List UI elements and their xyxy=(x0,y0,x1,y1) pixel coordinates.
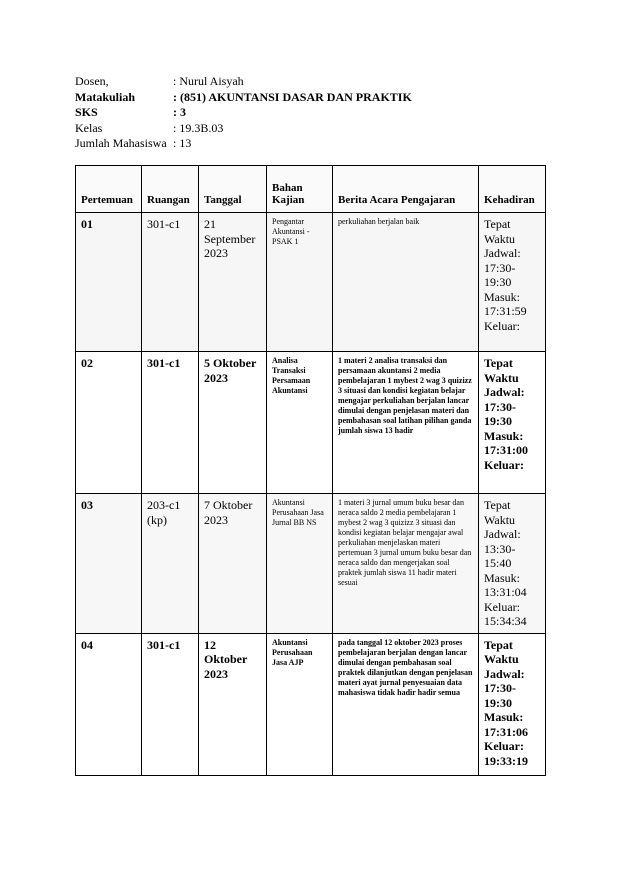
cell-bahan-kajian: Akuntansi Perusahaan Jasa AJP xyxy=(267,633,333,775)
cell-tanggal: 7 Oktober 2023 xyxy=(199,494,267,634)
attendance-table xyxy=(75,165,546,776)
cell-ruangan: 301-c1 xyxy=(142,352,199,494)
cell-berita-acara: 1 materi 3 jurnal umum buku besar dan neraca saldo 2 media pembelajaran 1 mybest 2 wag 3 quizizz 3 situasi dan kondisi kegiatan belajar mengajar awal perkuliahan menjelaskan materi pertemuan 3 jurnal umum buku besar dan neraca saldo dan mengerjakan soal praktek jumlah siswa 11 hadir materi sesuai xyxy=(333,494,479,634)
kelas-label: Kelas xyxy=(75,120,103,135)
info-row-dosen xyxy=(75,74,412,90)
table-row xyxy=(76,494,546,634)
cell-tanggal: 12 Oktober 2023 xyxy=(199,633,267,775)
course-info xyxy=(75,74,412,152)
info-row-sks xyxy=(75,105,412,121)
dosen-label: Dosen, xyxy=(75,74,109,88)
header-ruangan: Ruangan xyxy=(142,166,199,213)
table-row xyxy=(76,352,546,494)
cell-pertemuan: 02 xyxy=(76,352,142,494)
cell-kehadiran: Tepat Waktu Jadwal: 13:30-15:40 Masuk: 13:31:04 Keluar: 15:34:34 xyxy=(479,494,546,634)
cell-tanggal: 21 September 2023 xyxy=(199,213,267,352)
cell-kehadiran: Tepat Waktu Jadwal: 17:30-19:30 Masuk: 17:31:06 Keluar: 19:33:19 xyxy=(479,633,546,775)
matakuliah-value: : (851) AKUNTANSI DASAR DAN PRAKTIK xyxy=(173,89,412,104)
header-pertemuan: Pertemuan xyxy=(76,166,142,213)
cell-berita-acara: pada tanggal 12 oktober 2023 proses pembelajaran berjalan dengan lancar dimulai dengan pembahasan soal praktek dilanjutkan dengan penjelasan materi ayat jurnal penyesuaian data mahasiswa tidak hadir hadir semua xyxy=(333,633,479,775)
header-bahan-kajian: Bahan Kajian xyxy=(267,166,333,213)
cell-kehadiran: Tepat Waktu Jadwal: 17:30-19:30 Masuk: 17:31:59 Keluar: xyxy=(479,213,546,352)
header-kehadiran: Kehadiran xyxy=(479,166,546,213)
cell-pertemuan: 01 xyxy=(76,213,142,352)
table-header-row xyxy=(76,166,546,213)
cell-bahan-kajian: Analisa Transaksi Persamaan Akuntansi xyxy=(267,352,333,494)
sks-label: SKS xyxy=(75,105,98,119)
cell-ruangan: 203-c1 (kp) xyxy=(142,494,199,634)
info-row-kelas xyxy=(75,121,412,137)
table-row xyxy=(76,213,546,352)
cell-pertemuan: 03 xyxy=(76,494,142,634)
cell-ruangan: 301-c1 xyxy=(142,213,199,352)
table-row xyxy=(76,633,546,775)
sks-value: : 3 xyxy=(173,105,186,119)
kelas-value: : 19.3B.03 xyxy=(173,120,224,135)
cell-pertemuan: 04 xyxy=(76,633,142,775)
header-tanggal: Tanggal xyxy=(199,166,267,213)
matakuliah-label: Matakuliah xyxy=(75,89,136,104)
jumlah-mahasiswa-label: Jumlah Mahasiswa xyxy=(75,136,167,150)
jumlah-mahasiswa-value: : 13 xyxy=(173,136,192,150)
cell-berita-acara: 1 materi 2 analisa transaksi dan persamaan akuntansi 2 media pembelajaran 1 mybest 2 wag 3 quizizz 3 situasi dan kondisi kegiatan belajar mengajar perkuliahan berjalan lancar dimulai dengan penjelasan materi dan pembahasan soal latihan pilihan ganda jumlah siswa 13 hadir xyxy=(333,352,479,494)
cell-kehadiran: Tepat Waktu Jadwal: 17:30-19:30 Masuk: 17:31:00 Keluar: xyxy=(479,352,546,494)
header-berita-acara: Berita Acara Pengajaran xyxy=(333,166,479,213)
cell-ruangan: 301-c1 xyxy=(142,633,199,775)
cell-tanggal: 5 Oktober 2023 xyxy=(199,352,267,494)
cell-berita-acara: perkuliahan berjalan baik xyxy=(333,213,479,352)
cell-bahan-kajian: Akuntansi Perusahaan Jasa Jurnal BB NS xyxy=(267,494,333,634)
cell-bahan-kajian: Pengantar Akuntansi - PSAK 1 xyxy=(267,213,333,352)
info-row-matakuliah xyxy=(75,90,412,106)
info-row-jumlah xyxy=(75,136,412,152)
dosen-value: : Nurul Aisyah xyxy=(173,74,244,88)
